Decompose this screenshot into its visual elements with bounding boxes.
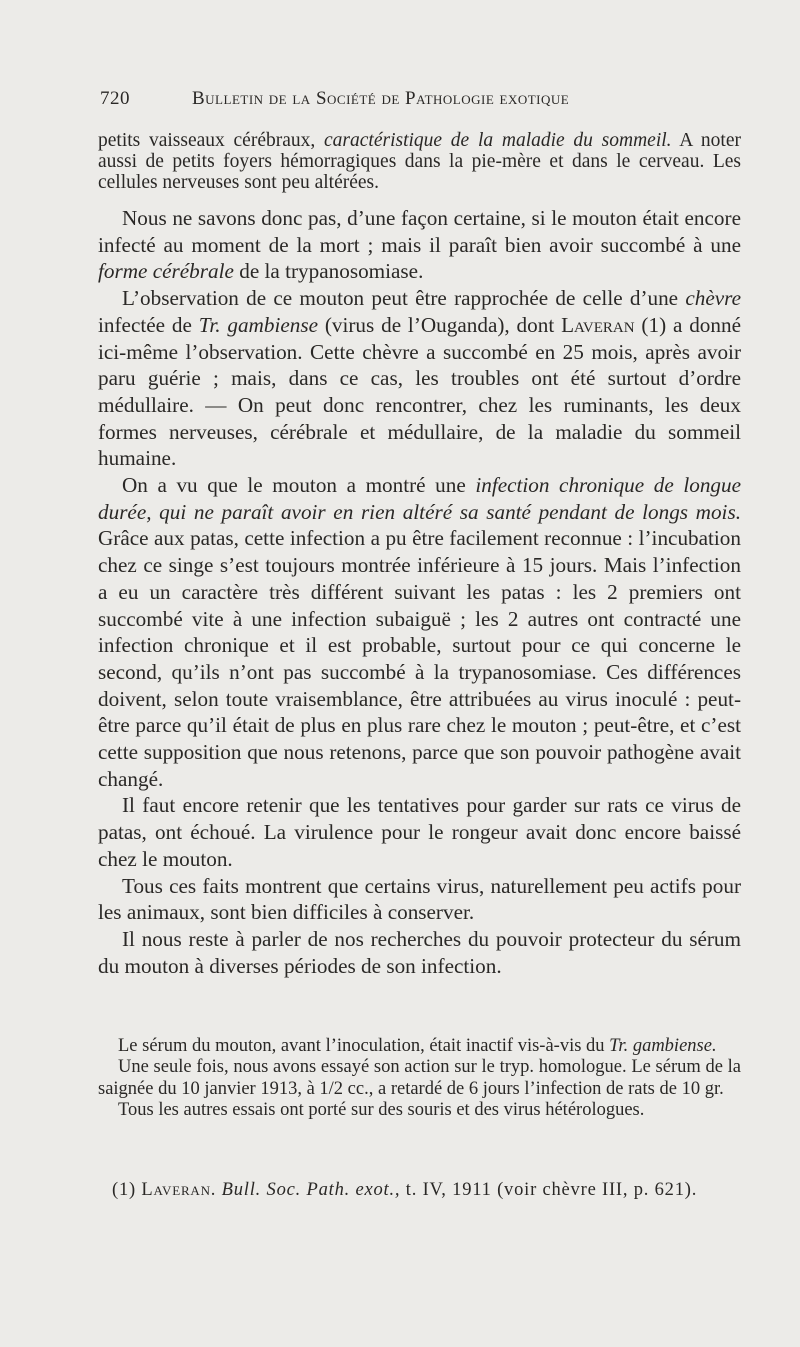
text-run: (1) a donné ici-même l’observation. Cette chèvre a succombé en 25 mois, après avoir paru guérie ; mais, dans ce cas, les troubles ont été surtout d’ordre médullaire. — On peut donc rencontrer, chez les ruminants, les deux formes nerveuses, cérébrale et médullaire, de la maladie du sommeil humaine. <box>98 312 741 471</box>
paragraph-chronic-infection <box>98 472 741 792</box>
author-name: Laveran <box>561 312 635 337</box>
text-run: . <box>210 1180 222 1200</box>
italic-run: Tr. gambiense. <box>609 1036 717 1056</box>
page-number: 720 <box>100 88 130 109</box>
small-print-section <box>98 1036 741 1121</box>
text-run: de la trypanosomiase. <box>233 259 424 284</box>
paragraph-virus-conservation: Tous ces faits montrent que certains virus, naturellement peu actifs pour les animaux, sont bien difficiles à conserver. <box>98 873 741 925</box>
footnote-author: Laveran <box>141 1180 211 1200</box>
journal-title: Bulletin de la Société de Pathologie exotique <box>192 88 570 109</box>
small-paragraph: Tous les autres essais ont porté sur des souris et des virus hétérologues. <box>118 1099 645 1120</box>
text-run: (virus de l’Ouganda), dont <box>317 312 562 337</box>
footnote-journal: Bull. Soc. Path. exot., <box>221 1180 401 1200</box>
italic-run: chèvre <box>685 286 741 311</box>
paragraph-goat-observation <box>98 285 741 472</box>
paragraph-serum-research: Il nous reste à parler de nos recherches du pouvoir protecteur du sérum du mouton à diverses périodes de son infection. <box>98 926 741 978</box>
paragraph-cerebral-form <box>98 205 741 285</box>
running-header <box>100 88 740 118</box>
main-text <box>98 130 741 979</box>
text-run: Nous ne savons donc pas, d’une façon certaine, si le mouton était encore infecté au moment de la mort ; mais il paraît bien avoir succombé à une <box>98 206 741 257</box>
text-run: Le sérum du mouton, avant l’inoculation, était inactif vis-à-vis du <box>118 1036 610 1056</box>
text-run: A noter aussi de petits foyers hémorragiques dans la pie-mère et dans le cerveau. Les cellules nerveuses sont peu altérées. <box>98 130 742 193</box>
text-run: infectée de <box>98 312 199 337</box>
text-run: On a vu que le mouton a montré une <box>122 473 476 498</box>
small-paragraph <box>98 1036 741 1057</box>
text-run: petits vaisseaux cérébraux, <box>98 130 325 151</box>
text-run: t. IV, 1911 (voir chèvre III, p. 621). <box>400 1180 698 1200</box>
text-run: L’observation de ce mouton peut être rapprochée de celle d’une <box>122 286 686 311</box>
footnote-mark: (1) <box>112 1180 142 1200</box>
italic-run: caractéristique de la maladie du sommeil. <box>324 130 672 151</box>
paragraph-continued <box>98 130 741 193</box>
paragraph-rats: Il faut encore retenir que les tentatives pour garder sur rats ce virus de patas, ont échoué. La virulence pour le rongeur avait donc encore baissé chez le mouton. <box>98 793 741 871</box>
text-run: Grâce aux patas, cette infection a pu être facilement reconnue : l’incubation chez ce singe s’est toujours montrée inférieure à 15 jours. Mais l’infection a eu un caractère très différent suivant les patas : les 2 premiers ont succombé vite à une infection subaiguë ; les 2 autres ont contracté une infection chronique et il est probable, surtout pour ce qui concerne le second, qu’ils n’ont pas succombé à la trypanosomiase. Ces différences doivent, selon toute vraisemblance, être attribuées au virus inoculé : peut-être parce qu’il était de plus en plus rare chez le mouton ; peut-être, et c’est cette supposition que nous retenons, parce que son pouvoir pathogène avait changé. <box>98 526 741 791</box>
footnote <box>98 1180 758 1201</box>
italic-run: infection chronique de longue durée, qui ne paraît avoir en rien altéré sa santé pendant de longs mois. <box>98 473 742 524</box>
italic-run: Tr. gambiense <box>198 312 318 337</box>
italic-run: forme cérébrale <box>98 259 234 284</box>
small-paragraph: Une seule fois, nous avons essayé son action sur le tryp. homologue. Le sérum de la saignée du 10 janvier 1913, à 1/2 cc., a retardé de 6 jours l’infection de rats de 10 gr. <box>98 1057 741 1099</box>
